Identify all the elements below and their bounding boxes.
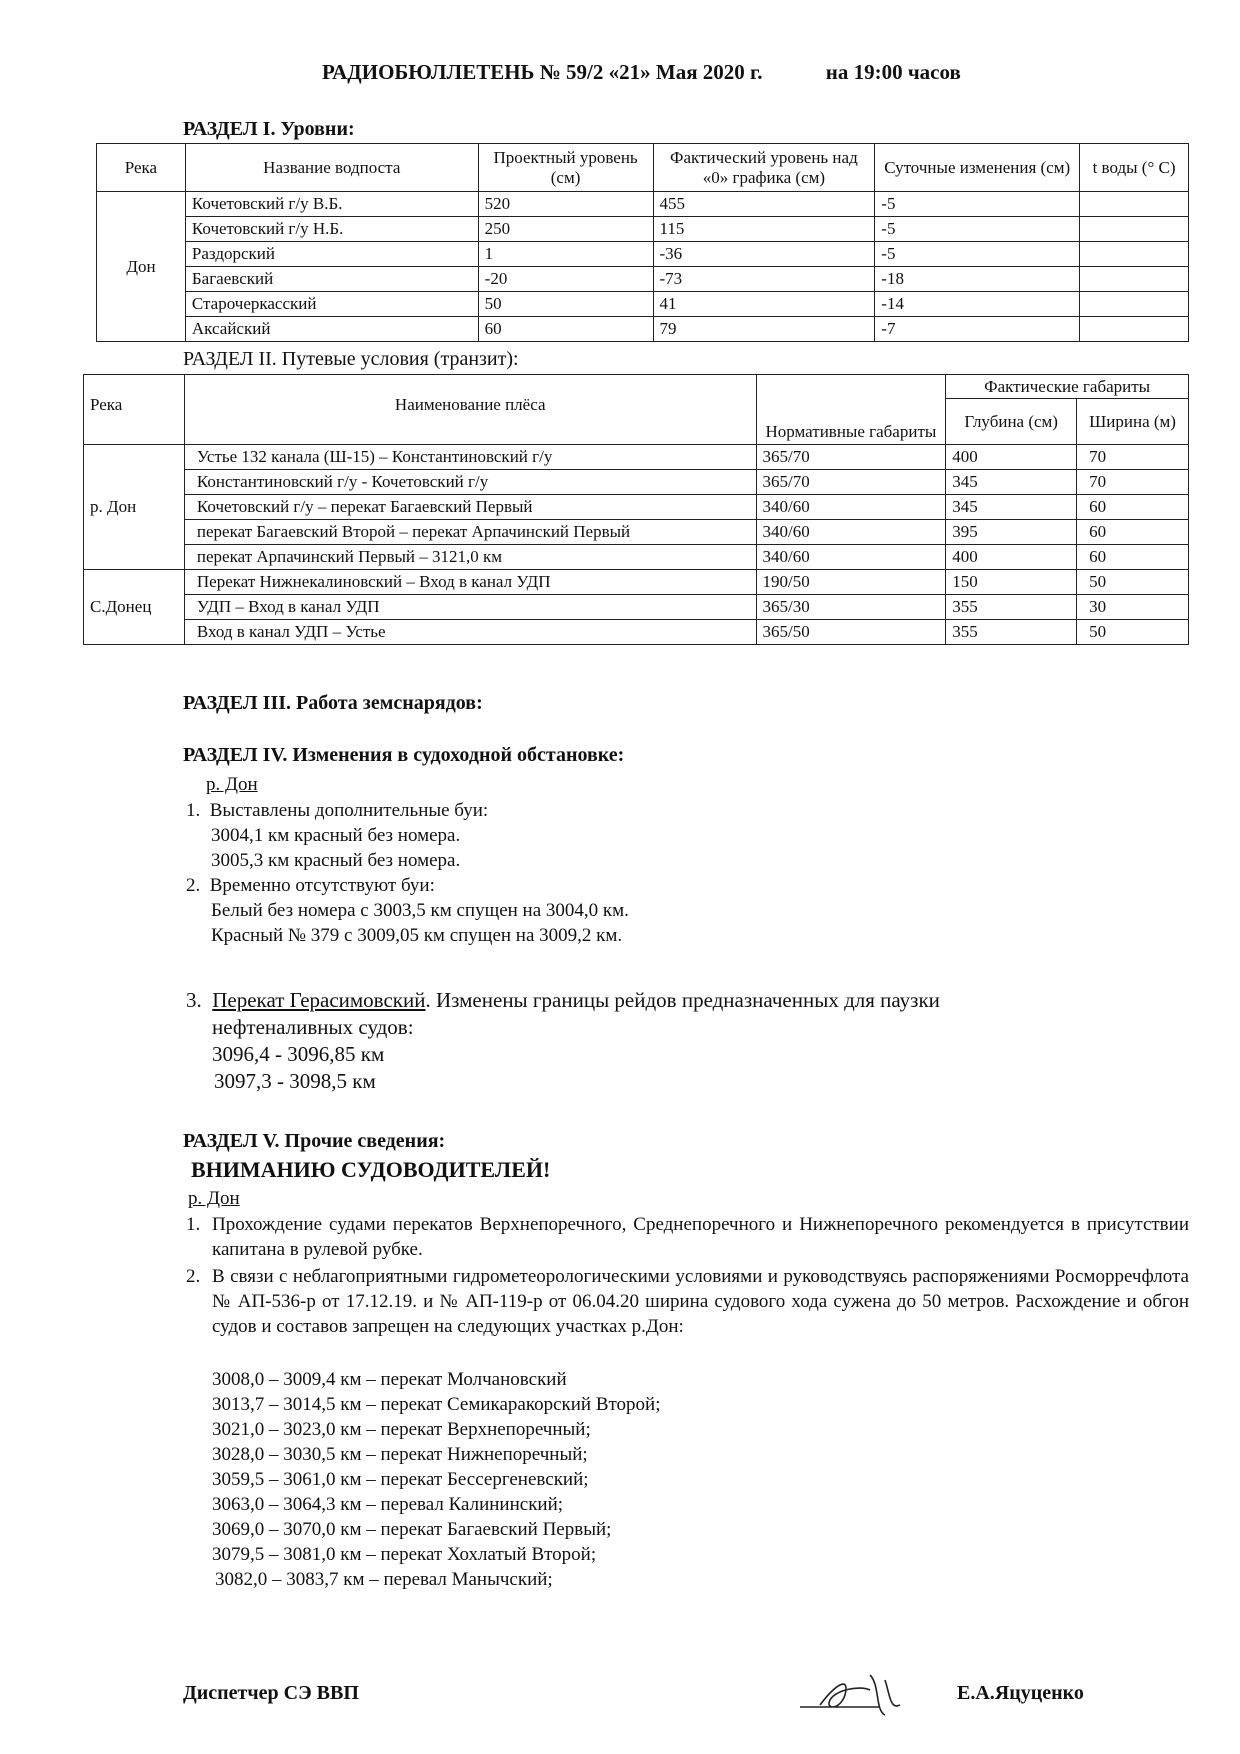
section5-river: р. Дон	[188, 1188, 240, 1209]
station-cell: Аксайский	[185, 317, 478, 342]
depth-cell: 355	[946, 595, 1077, 620]
project-level-cell: 520	[478, 192, 653, 217]
item-line: 3096,4 - 3096,85 км	[212, 1042, 385, 1066]
item-number: 2.	[186, 875, 201, 896]
width-cell: 60	[1077, 520, 1189, 545]
width-cell: 70	[1077, 470, 1189, 495]
table-row	[84, 570, 1189, 595]
project-level-cell: 50	[478, 292, 653, 317]
section4-heading: РАЗДЕЛ IV. Изменения в судоходной обстановке:	[183, 744, 625, 766]
list-item: 3082,0 – 3083,7 км – перевал Манычский;	[215, 1569, 553, 1590]
actual-level-cell: -73	[653, 267, 875, 292]
signer-name: Е.А.Яцуценко	[957, 1682, 1084, 1704]
section5-item2	[186, 1264, 1189, 1339]
item-line: 3005,3 км красный без номера.	[211, 850, 461, 871]
station-cell: Кочетовский г/у В.Б.	[185, 192, 478, 217]
daily-change-cell: -14	[875, 292, 1080, 317]
restricted-segments-list	[212, 1367, 912, 1592]
item-text: Временно отсутствуют буи:	[209, 875, 435, 896]
table-row	[84, 595, 1189, 620]
reach-cell: Константиновский г/у - Кочетовский г/у	[184, 470, 756, 495]
water-temp-cell	[1080, 292, 1189, 317]
actual-level-cell: 41	[653, 292, 875, 317]
project-level-cell: 250	[478, 217, 653, 242]
water-temp-cell	[1080, 267, 1189, 292]
water-temp-cell	[1080, 192, 1189, 217]
river-cell: Дон	[97, 192, 186, 342]
depth-cell: 345	[946, 470, 1077, 495]
daily-change-cell: -7	[875, 317, 1080, 342]
item-text: Прохождение судами перекатов Верхнепоречного, Среднепоречного и Нижнепоречного рекомендуется в присутствии капитана в рулевой рубке.	[212, 1214, 1189, 1260]
item-text: В связи с неблагоприятными гидрометеорологическими условиями и руководствуясь распоряжениями Росморречфлота № АП-536-р от 17.12.19. и № АП-119-р от 06.04.20 ширина судового хода сужена до 50 метров. Расхождение и обгон судов и составов запрещен на следующих участках р.Дон:	[212, 1266, 1189, 1337]
reach-cell: УДП – Вход в канал УДП	[184, 595, 756, 620]
station-cell: Старочеркасский	[185, 292, 478, 317]
daily-change-cell: -5	[875, 217, 1080, 242]
depth-cell: 395	[946, 520, 1077, 545]
table-row	[84, 495, 1189, 520]
item-line: 3004,1 км красный без номера.	[211, 825, 461, 846]
table-row	[97, 317, 1189, 342]
section4-river: р. Дон	[206, 774, 258, 795]
levels-header-row	[97, 144, 1189, 192]
item-line: Белый без номера с 3003,5 км спущен на 3004,0 км.	[211, 900, 629, 921]
section4-item1	[186, 798, 1086, 948]
col-actual-level: Фактический уровень над «0» графика (см)	[653, 144, 875, 192]
list-item: 3021,0 – 3023,0 км – перекат Верхнепоречный;	[212, 1419, 591, 1440]
title-text: РАДИОБЮЛЛЕТЕНЬ № 59/2 «21» Мая 2020 г.	[322, 60, 763, 84]
width-cell: 50	[1077, 570, 1189, 595]
item-text: Выставлены дополнительные буи:	[209, 800, 489, 821]
normative-cell: 365/30	[756, 595, 946, 620]
col-river: Река	[97, 144, 186, 192]
depth-cell: 345	[946, 495, 1077, 520]
list-item: 3069,0 – 3070,0 км – перекат Багаевский Первый;	[212, 1519, 612, 1540]
actual-level-cell: 455	[653, 192, 875, 217]
levels-table	[96, 143, 1189, 342]
section1-heading: РАЗДЕЛ I. Уровни:	[183, 118, 355, 140]
normative-cell: 340/60	[756, 495, 946, 520]
station-cell: Багаевский	[185, 267, 478, 292]
river-cell: р. Дон	[84, 445, 185, 570]
width-cell: 30	[1077, 595, 1189, 620]
col-depth: Глубина (см)	[946, 399, 1077, 445]
water-temp-cell	[1080, 242, 1189, 267]
depth-cell: 400	[946, 545, 1077, 570]
station-cell: Кочетовский г/у Н.Б.	[185, 217, 478, 242]
col-river: Река	[84, 375, 185, 445]
normative-cell: 340/60	[756, 545, 946, 570]
list-item: 3079,5 – 3081,0 км – перекат Хохлатый Второй;	[212, 1544, 597, 1565]
table-row	[84, 445, 1189, 470]
col-reach: Наименование плёса	[184, 375, 756, 445]
list-item: 3028,0 – 3030,5 км – перекат Нижнепоречный;	[212, 1444, 588, 1465]
table-row	[97, 192, 1189, 217]
normative-cell: 365/70	[756, 470, 946, 495]
attention-heading: ВНИМАНИЮ СУДОВОДИТЕЛЕЙ!	[191, 1157, 551, 1182]
col-normative: Нормативные габариты	[756, 375, 946, 445]
actual-level-cell: 115	[653, 217, 875, 242]
item-line: 3097,3 - 3098,5 км	[214, 1069, 376, 1093]
bulletin-title	[322, 60, 961, 85]
width-cell: 70	[1077, 445, 1189, 470]
section3-heading: РАЗДЕЛ III. Работа земснарядов:	[183, 692, 483, 714]
col-width: Ширина (м)	[1077, 399, 1189, 445]
daily-change-cell: -5	[875, 242, 1080, 267]
section5-heading: РАЗДЕЛ V. Прочие сведения:	[183, 1130, 446, 1152]
col-actual-dims: Фактические габариты	[946, 375, 1189, 399]
table-row	[84, 470, 1189, 495]
table-row	[97, 242, 1189, 267]
project-level-cell: 60	[478, 317, 653, 342]
reach-cell: Перекат Нижнекалиновский – Вход в канал УДП	[184, 570, 756, 595]
reach-cell: Устье 132 канала (Ш-15) – Константиновский г/у	[184, 445, 756, 470]
normative-cell: 365/50	[756, 620, 946, 645]
list-item: 3008,0 – 3009,4 км – перекат Молчановский	[212, 1369, 567, 1390]
depth-cell: 150	[946, 570, 1077, 595]
daily-change-cell: -18	[875, 267, 1080, 292]
depth-cell: 355	[946, 620, 1077, 645]
table-row	[97, 267, 1189, 292]
table-row	[84, 520, 1189, 545]
normative-cell: 190/50	[756, 570, 946, 595]
water-temp-cell	[1080, 317, 1189, 342]
actual-level-cell: 79	[653, 317, 875, 342]
table-row	[84, 620, 1189, 645]
item-text-2: нефтеналивных судов:	[212, 1015, 414, 1039]
item-text: . Изменены границы рейдов предназначенных для паузки	[425, 988, 940, 1012]
section5-item1	[186, 1212, 1189, 1262]
station-cell: Раздорский	[185, 242, 478, 267]
project-level-cell: -20	[478, 267, 653, 292]
actual-level-cell: -36	[653, 242, 875, 267]
normative-cell: 365/70	[756, 445, 946, 470]
table-row	[84, 545, 1189, 570]
signer-position: Диспетчер СЭ ВВП	[183, 1682, 359, 1704]
item-number: 1.	[186, 1214, 201, 1235]
reach-cell: Вход в канал УДП – Устье	[184, 620, 756, 645]
item-number: 1.	[186, 800, 201, 821]
project-level-cell: 1	[478, 242, 653, 267]
section2-heading: РАЗДЕЛ II. Путевые условия (транзит):	[183, 348, 519, 370]
col-project-level: Проектный уровень (см)	[478, 144, 653, 192]
daily-change-cell: -5	[875, 192, 1080, 217]
item-number: 3.	[186, 988, 202, 1012]
section4-item3	[186, 987, 1186, 1095]
width-cell: 50	[1077, 620, 1189, 645]
title-time: на 19:00 часов	[825, 60, 961, 84]
width-cell: 60	[1077, 545, 1189, 570]
list-item: 3059,5 – 3061,0 км – перекат Бессергеневский;	[212, 1469, 589, 1490]
list-item: 3063,0 – 3064,3 км – перевал Калининский;	[212, 1494, 564, 1515]
reach-cell: Кочетовский г/у – перекат Багаевский Первый	[184, 495, 756, 520]
col-water-temp: t воды (° С)	[1080, 144, 1189, 192]
transit-table	[83, 374, 1189, 645]
item-line: Красный № 379 с 3009,05 км спущен на 3009,2 км.	[211, 925, 623, 946]
table-row	[97, 292, 1189, 317]
reach-cell: перекат Багаевский Второй – перекат Арпачинский Первый	[184, 520, 756, 545]
reach-cell: перекат Арпачинский Первый – 3121,0 км	[184, 545, 756, 570]
item-place: Перекат Герасимовский	[212, 988, 426, 1012]
river-cell: С.Донец	[84, 570, 185, 645]
transit-header-row-1	[84, 375, 1189, 399]
depth-cell: 400	[946, 445, 1077, 470]
normative-cell: 340/60	[756, 520, 946, 545]
col-station: Название водпоста	[185, 144, 478, 192]
table-row	[97, 217, 1189, 242]
item-number: 2.	[186, 1266, 201, 1287]
col-daily-change: Суточные изменения (см)	[875, 144, 1080, 192]
water-temp-cell	[1080, 217, 1189, 242]
list-item: 3013,7 – 3014,5 км – перекат Семикаракорский Второй;	[212, 1394, 661, 1415]
width-cell: 60	[1077, 495, 1189, 520]
